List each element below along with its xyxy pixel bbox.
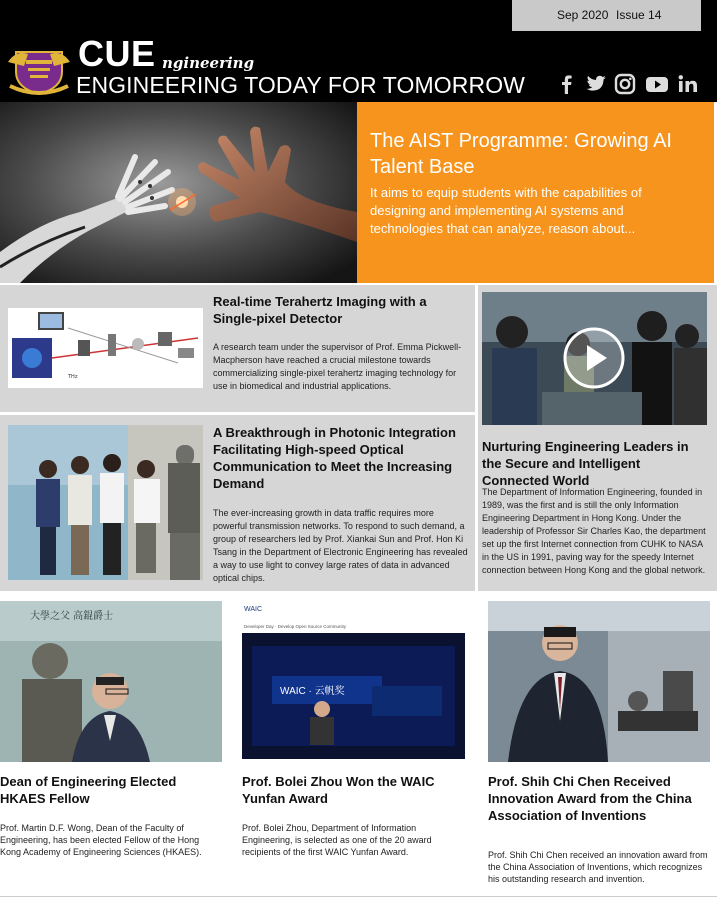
waic-logo-text: WAIC [244,606,263,613]
story-body-terahertz: A research team under the supervisor of Prof. Emma Pickwell-Macpherson have reached a crucial milestone towards commercializing single-pixel terahertz imaging technology for use in biomedical and industrial applications. [213,342,462,391]
story-title-photonic[interactable]: A Breakthrough in Photonic Integration Facilitating High-speed Optical Communication to Meet the Increasing Demand [213,425,456,491]
facebook-icon[interactable] [553,72,579,96]
story-body-photonic: The ever-increasing growth in data traffic requires more powerful transmission networks. To respond to such demand, a group of researchers led by Prof. Xiankai Sun and Prof. Hon Ki Tsang in the Department of Electronic Engineering has revealed a way to use light to convey large rates of data in advanced optical chips. [213,508,468,583]
masthead [0,0,717,102]
column-divider [475,285,478,591]
brand-logotype-sub: ngineering [162,54,255,72]
row-divider [0,412,475,415]
tagline: ENGINEERING TODAY FOR TOMORROW [76,72,525,98]
cuhk-crest-logo[interactable] [6,42,72,96]
terahertz-setup-image[interactable] [8,308,203,388]
instagram-icon[interactable] [612,72,638,96]
svg-text:THz: THz [68,374,78,380]
brand-logotype[interactable]: CUE [78,33,156,74]
story-title-leaders[interactable]: Nurturing Engineering Leaders in the Secure and Intelligent Connected World [482,439,689,488]
story-body-leaders: The Department of Information Engineering, founded in 1989, was the first and is still the only Information Engineering Department in Hong Kong. Under the leadership of Professor Sir Charles Kao, the department set up the first Internet connection from CUHK to NASA in the US in 1991, paving way for the speedy Internet connection between Hong Kong and the global network. [482,487,706,575]
issue-date: Sep 2020 [557,8,609,22]
twitter-icon[interactable] [583,72,609,96]
issue-info [512,0,701,31]
issue-number: Issue 14 [616,8,662,22]
dean-portrait-photo[interactable] [0,601,222,762]
hero-image-robot-human-hands[interactable] [0,102,357,283]
photonic-team-photo[interactable] [8,425,203,580]
svg-text:大學之父 高錕爵士: 大學之父 高錕爵士 [30,611,114,622]
waic-award-screenshot[interactable] [242,601,465,762]
story-title-dean[interactable]: Dean of Engineering Elected HKAES Fellow [0,774,177,806]
hero-feature-panel[interactable] [357,102,714,283]
linkedin-icon[interactable] [675,72,701,96]
story-title-waic[interactable]: Prof. Bolei Zhou Won the WAIC Yunfan Award [242,774,435,806]
youtube-icon[interactable] [644,72,670,96]
story-body-innovation: Prof. Shih Chi Chen received an innovation award from the China Association of Inventions, which recognizes his outstanding research and invention. [488,850,708,884]
story-title-innovation[interactable]: Prof. Shih Chi Chen Received Innovation Award from the China Association of Inventions [488,774,692,823]
footer-divider [0,896,717,897]
hero-title[interactable]: The AIST Programme: Growing AI Talent Base [370,130,672,178]
story-body-waic: Prof. Bolei Zhou, Department of Information Engineering, is selected as one of the 20 award recipients of the first WAIC Yunfan Award. [242,823,432,857]
story-body-dean: Prof. Martin D.F. Wong, Dean of the Faculty of Engineering, has been elected Fellow of the Hong Kong Academy of Engineering Sciences (HKAES). [0,823,202,857]
play-icon[interactable] [566,330,622,386]
waic-screen-text: WAIC · 云帆奖 [280,686,345,697]
innovation-lab-photo[interactable] [488,601,710,762]
story-title-terahertz[interactable]: Real-time Terahertz Imaging with a Single-pixel Detector [213,294,427,326]
waic-caption: Developer Day · Develop Open Source Community [244,624,347,629]
hero-description: It aims to equip students with the capabilities of designing and implementing AI systems and technologies that can analyze, reason about... [370,185,642,236]
